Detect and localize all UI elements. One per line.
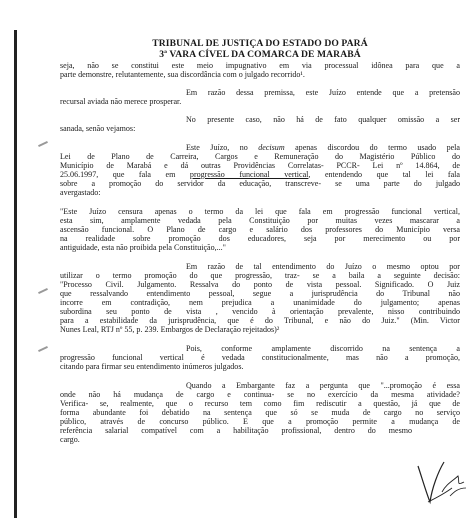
text-line: Em razão de tal entendimento do Juízo o mesmo optou por [186,262,460,271]
text-line: citando para firmar seu entendimento inúmeros julgados. [60,362,244,371]
text-line: Lei de Plano de Carreira, Cargos e Remuneração do Magistério Público do [60,152,460,161]
text-line: recursal aviada não merece prosperar. [60,97,182,106]
text-line: para a estabilidade da jurisprudência, que é do Tribunal, e não do Juiz." (Min. Victor [60,316,460,325]
text-line: sobre a promoção do servidor da educação, transcreve- se uma parte do julgado [60,179,460,188]
text-line: Quando a Embargante faz a pergunta que "...promoção é essa [186,381,460,390]
quote-line: esta sim, amplamente vedada pela Constituição por muitas vezes mascarar a [60,216,460,225]
text-line: "Processo Civil. Julgamento. Ressalva do ponto de vista pessoal. Significado. O Juiz [60,280,460,289]
text-line: 25.06.1997, que fala em progressão funcional vertical, entendendo que tal lei fala [60,170,460,179]
text-line: parte demonstre, relutantemente, sua discordância com o julgado recorrido¹. [60,70,305,79]
binding-edge [14,30,17,518]
text-line: Em razão dessa premissa, este Juízo entende que a pretensão [186,88,460,97]
margin-mark [38,141,48,147]
quote-line: antiguidade, esta não proibida pela Constituição,..." [60,243,226,252]
text-line: Nunes Leal, RTJ nº 55, p. 239. Embargos de Declaração rejeitados)² [60,325,280,334]
court-subtitle: 3ª VARA CÍVEL DA COMARCA DE MARABÁ [159,49,361,60]
text-line: seja, não se constitui este meio impugnativo em via processual idônea para que a [60,61,460,70]
court-title: TRIBUNAL DE JUSTIÇA DO ESTADO DO PARÁ [152,38,368,49]
text-line: Verifica- se, realmente, que o recurso tem como fim rediscutir a questão, já que de [60,399,460,408]
quote-line: "Este Juízo censura apenas o termo da lei que fala em progressão funcional vertical, [60,207,460,216]
text-line: progressão funcional vertical é vedada constitucionalmente, mas não a promoção, [60,353,460,362]
text-line: referência salarial compatível com a habilitação profissional, dentro do mesmo [60,426,412,435]
text-line: público, através de concurso público. E que a promoção permite a mudança de [60,417,460,426]
quote-line: na realidade sobre promoção dos educadores, seja por merecimento ou por [60,234,460,243]
text-line: Município de Marabá e dá outras Providências Correlatas- PCCR- Lei nº 14.864, de [60,161,460,170]
text-line: No presente caso, não há de fato qualquer omissão a ser [186,115,460,124]
margin-mark [38,288,48,294]
text-line: Este Juízo, no decisum apenas discordou do termo usado pela [186,143,460,152]
text-line: avergastado: [60,188,101,197]
text-line: incorre em contradição, nem prejudica a unanimidade do julgamento; apenas [60,298,460,307]
text-line: subordina seu ponto de vista , vencido à orientação prevalente, nisso contribuindo [60,307,460,316]
signature-mark [414,458,470,510]
text-line: Pois, conforme amplamente discorrido na sentença a [186,344,460,353]
text-line: que ressalvando entendimento pessoal, segue a jurisprudência do Tribunal não [60,289,460,298]
quote-line: ascensão funcional. O Plano de cargo e salário dos professores do Município versa [60,225,460,234]
text-line: onde não há mudança de cargo e continua- se no exercício da mesma atividade? [60,390,460,399]
text-line: forma abundante foi debatido na sentença que só se muda de cargo no serviço [60,408,460,417]
text-line: sanada, senão vejamos: [60,124,136,133]
margin-mark [38,346,48,352]
text-line: cargo. [60,435,80,444]
text-line: utilizar o termo promoção do que progressão, traz- se a baila a seguinte decisão: [60,271,460,280]
